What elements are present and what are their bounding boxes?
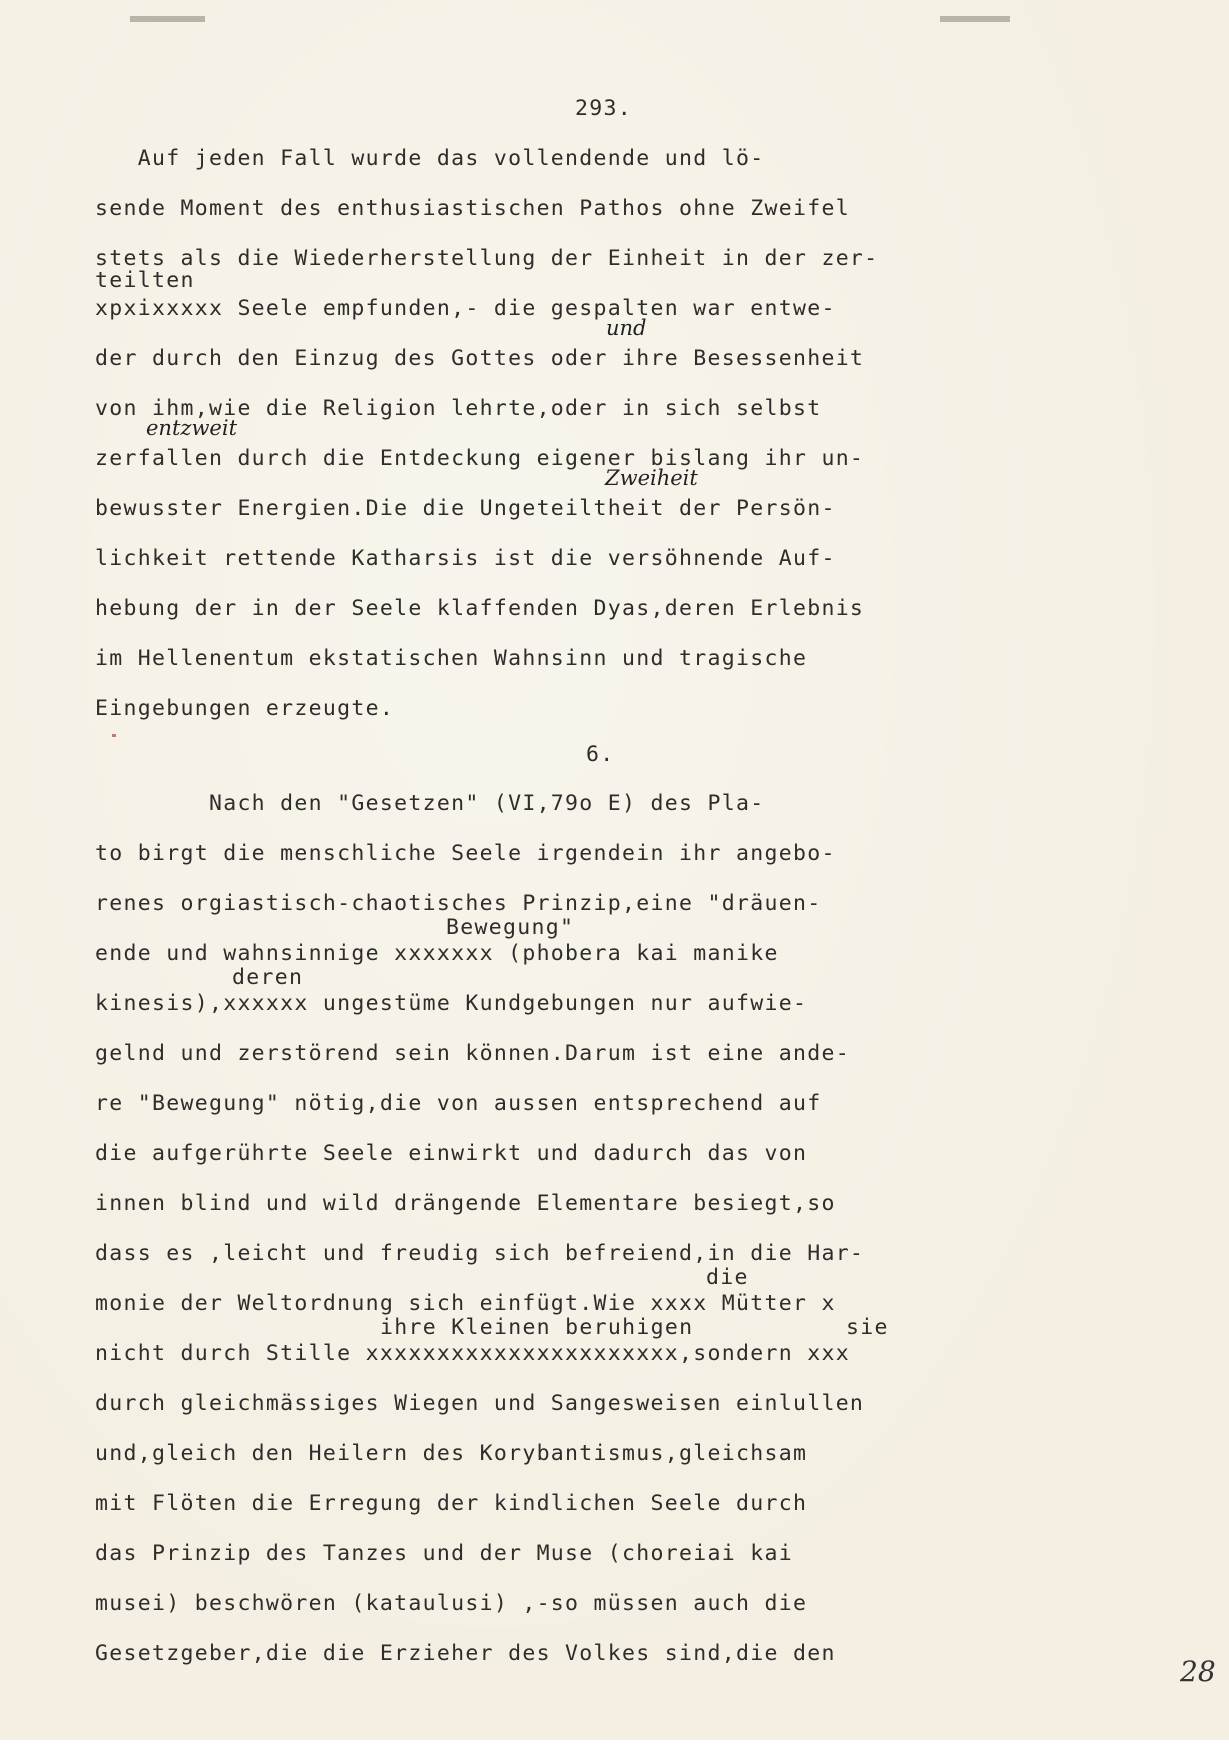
- text-line: re "Bewegung" nötig,die von aussen entsprechend auf: [95, 1091, 822, 1116]
- text-line: ende und wahnsinnige xxxxxxx (phobera kai manike: [95, 941, 779, 966]
- text-line: lichkeit rettende Katharsis ist die versöhnende Auf-: [95, 546, 836, 571]
- text-line: xpxixxxxx Seele empfunden,- die gespalten war entwe-: [95, 296, 836, 321]
- text-line: zerfallen durch die Entdeckung eigener bislang ihr un-: [95, 446, 865, 471]
- text-line: durch gleichmässiges Wiegen und Sangesweisen einlullen: [95, 1391, 865, 1416]
- text-line: kinesis),xxxxxx ungestüme Kundgebungen nur aufwie-: [95, 991, 808, 1016]
- text-line: dass es ,leicht und freudig sich befreiend,in die Har-: [95, 1241, 865, 1266]
- handwritten-insert: entzweit: [146, 416, 238, 440]
- text-line: Gesetzgeber,die die Erzieher des Volkes sind,die den: [95, 1641, 836, 1666]
- section-number: 6.: [586, 742, 615, 767]
- corner-folio-number: 28: [1180, 1655, 1216, 1688]
- handwritten-insert: und: [606, 316, 647, 340]
- text-line: monie der Weltordnung sich einfügt.Wie xxxx Mütter x: [95, 1291, 836, 1316]
- text-line: musei) beschwören (kataulusi) ,-so müssen auch die: [95, 1591, 808, 1616]
- interlinear-insert: sie: [846, 1315, 889, 1340]
- text-line: Eingebungen erzeugte.: [95, 696, 395, 721]
- interlinear-insert: teilten: [95, 268, 195, 293]
- interlinear-insert: Bewegung": [446, 915, 575, 940]
- scan-border: [0, 1740, 1229, 1752]
- text-line: und,gleich den Heilern des Korybantismus,gleichsam: [95, 1441, 808, 1466]
- text-line: Nach den "Gesetzen" (VI,79o E) des Pla-: [95, 791, 765, 816]
- text-line: das Prinzip des Tanzes und der Muse (choreiai kai: [95, 1541, 793, 1566]
- text-line: stets als die Wiederherstellung der Einheit in der zer-: [95, 246, 879, 271]
- top-right-tab: [940, 16, 1010, 22]
- text-line: gelnd und zerstörend sein können.Darum ist eine ande-: [95, 1041, 850, 1066]
- text-line: innen blind und wild drängende Elementare besiegt,so: [95, 1191, 836, 1216]
- text-line: sende Moment des enthusiastischen Pathos ohne Zweifel: [95, 196, 850, 221]
- text-line: die aufgerührte Seele einwirkt und dadurch das von: [95, 1141, 808, 1166]
- interlinear-insert: deren: [232, 965, 304, 990]
- text-line: bewusster Energien.Die die Ungeteiltheit der Persön-: [95, 496, 836, 521]
- text-line: nicht durch Stille xxxxxxxxxxxxxxxxxxxxxx,sondern xxx: [95, 1341, 850, 1366]
- red-ink-dot: [112, 734, 116, 737]
- text-line: to birgt die menschliche Seele irgendein ihr angebo-: [95, 841, 836, 866]
- text-line: von ihm,wie die Religion lehrte,oder in sich selbst: [95, 396, 822, 421]
- text-line: der durch den Einzug des Gottes oder ihre Besessenheit: [95, 346, 865, 371]
- text-line: hebung der in der Seele klaffenden Dyas,deren Erlebnis: [95, 596, 865, 621]
- page-number: 293.: [575, 96, 632, 121]
- text-line: renes orgiastisch-chaotisches Prinzip,eine "dräuen-: [95, 891, 822, 916]
- handwritten-insert: Zweiheit: [605, 466, 698, 490]
- top-left-tab: [130, 16, 205, 22]
- text-line: im Hellenentum ekstatischen Wahnsinn und tragische: [95, 646, 808, 671]
- interlinear-insert: die: [706, 1265, 749, 1290]
- text-line: mit Flöten die Erregung der kindlichen Seele durch: [95, 1491, 808, 1516]
- text-line: Auf jeden Fall wurde das vollendende und lö-: [95, 146, 765, 171]
- interlinear-insert: ihre Kleinen beruhigen: [380, 1315, 694, 1340]
